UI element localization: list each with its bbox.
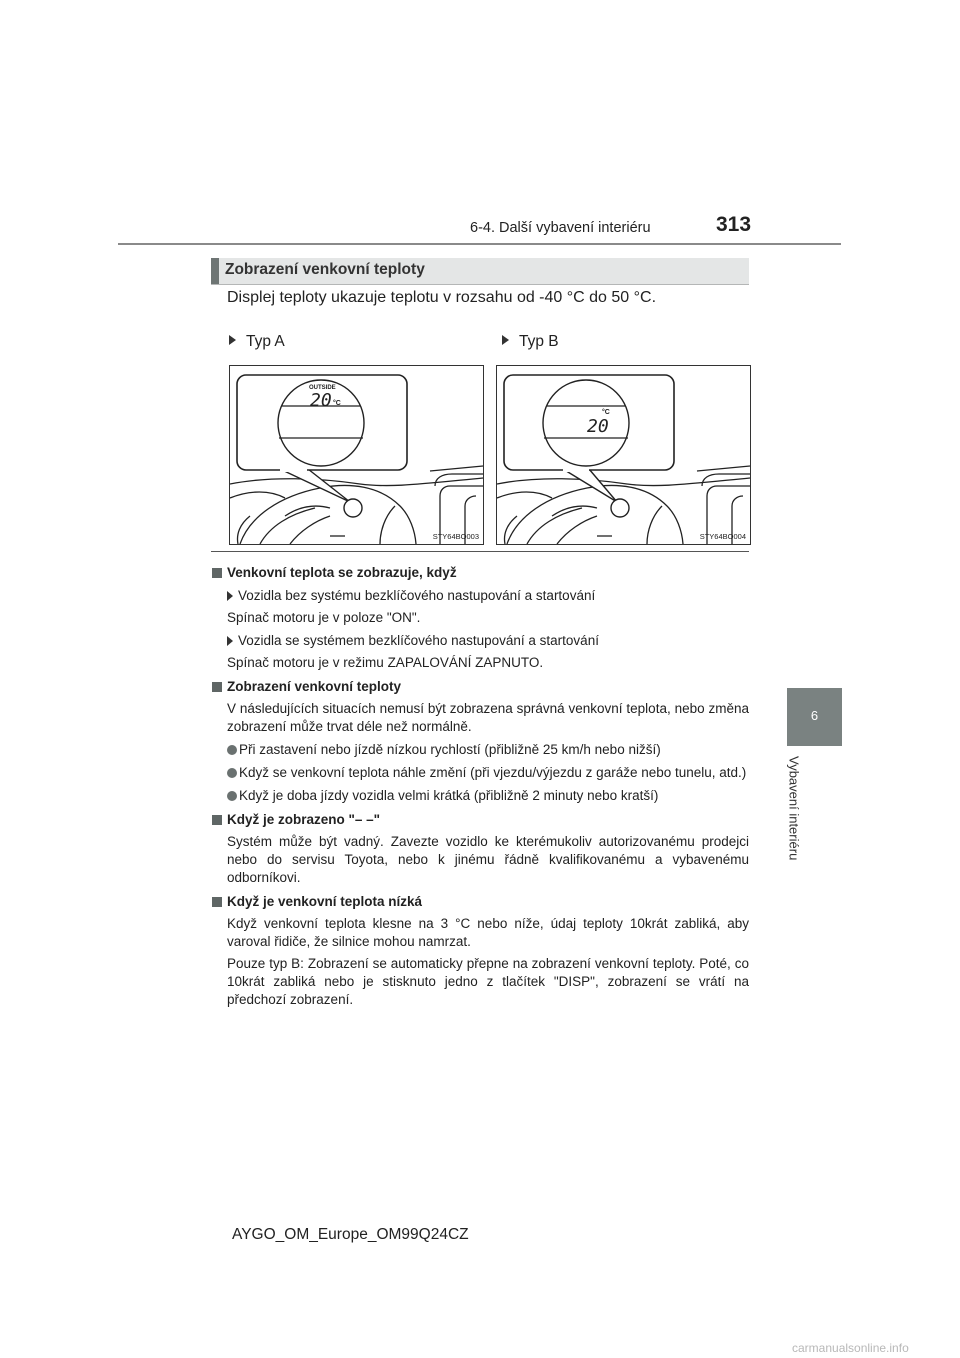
- bullet-item: Když je doba jízdy vozidla velmi krátká (přibližně 2 minuty nebo kratší): [211, 787, 749, 805]
- block-low-temp: [211, 893, 749, 1009]
- block-title: Zobrazení venkovní teploty: [211, 678, 749, 696]
- section-separator: [211, 551, 749, 552]
- dashboard-illustration-a: [230, 366, 483, 544]
- figure-label-a: Typ A: [229, 333, 285, 351]
- paragraph: Spínač motoru je v režimu ZAPALOVÁNÍ ZAPNUTO.: [227, 655, 544, 670]
- figure-code: STY64BO003: [432, 532, 479, 541]
- heading-text: Zobrazení venkovní teploty: [225, 261, 425, 278]
- intro-text: Displej teploty ukazuje teplotu v rozsahu od -40 °C do 50 °C.: [227, 289, 657, 306]
- chapter-tab-number: 6: [787, 688, 842, 746]
- triangle-icon: [229, 335, 236, 345]
- figure-label-b: Typ B: [502, 333, 559, 351]
- block-title: Když je zobrazeno "– –": [211, 811, 749, 829]
- paragraph: Spínač motoru je v poloze "ON".: [227, 610, 421, 625]
- display-unit: °C: [602, 409, 610, 416]
- sub-item: Vozidla bez systému bezklíčového nastupování a startování: [211, 587, 749, 605]
- block-display: [211, 678, 749, 805]
- header-rule: [118, 243, 841, 245]
- sub-item: Vozidla se systémem bezklíčového nastupování a startování: [211, 632, 749, 650]
- triangle-icon: [502, 335, 509, 345]
- figure-code: STY64BO004: [699, 532, 746, 541]
- block-title: Venkovní teplota se zobrazuje, když: [211, 564, 749, 582]
- paragraph: V následujících situacích nemusí být zobrazena správná venkovní teplota, nebo změna zobrazení může trvat déle než normálně.: [227, 701, 749, 734]
- section-title: 6-4. Další vybavení interiéru: [470, 220, 651, 236]
- section-heading: [211, 258, 749, 285]
- dashboard-illustration-b: [497, 366, 750, 544]
- bullet-item: Když se venkovní teplota náhle změní (při vjezdu/výjezdu z garáže nebo tunelu, atd.): [211, 764, 749, 782]
- figure-type-b: [496, 365, 751, 545]
- chapter-tab-label: Vybavení interiéru: [786, 756, 802, 861]
- footer-code: AYGO_OM_Europe_OM99Q24CZ: [232, 1226, 469, 1243]
- paragraph: Systém může být vadný. Zavezte vozidlo ke kterémukoliv autorizovanému prodejci nebo do servisu Toyota, nebo k jinému řádně kvalifikovanému a vybavenému odborníkovi.: [227, 834, 749, 885]
- paragraph: Pouze typ B: Zobrazení se automaticky přepne na zobrazení venkovní teploty. Poté, co 10krát zabliká nebo je stisknuto jedno z tlačítek "DISP", zobrazení se vrátí na předchozí zobrazení.: [227, 956, 749, 1007]
- block-dashes: [211, 811, 749, 887]
- bullet-item: Při zastavení nebo jízdě nízkou rychlostí (přibližně 25 km/h nebo nižší): [211, 741, 749, 759]
- heading-marker: [211, 258, 219, 284]
- content: [211, 558, 749, 1009]
- block-when-shown: [211, 564, 749, 672]
- block-title: Když je venkovní teplota nízká: [211, 893, 749, 911]
- paragraph: Když venkovní teplota klesne na 3 °C nebo níže, údaj teploty 10krát zabliká, aby varoval řidiče, že silnice mohou namrzat.: [227, 916, 749, 949]
- display-value: 20: [310, 390, 332, 411]
- page-number: 313: [716, 213, 752, 236]
- display-value: 20: [587, 416, 609, 437]
- display-label: OUTSIDE: [309, 385, 336, 391]
- display-unit: °C: [333, 400, 341, 407]
- watermark: carmanualsonline.info: [792, 1341, 909, 1355]
- figure-type-a: [229, 365, 484, 545]
